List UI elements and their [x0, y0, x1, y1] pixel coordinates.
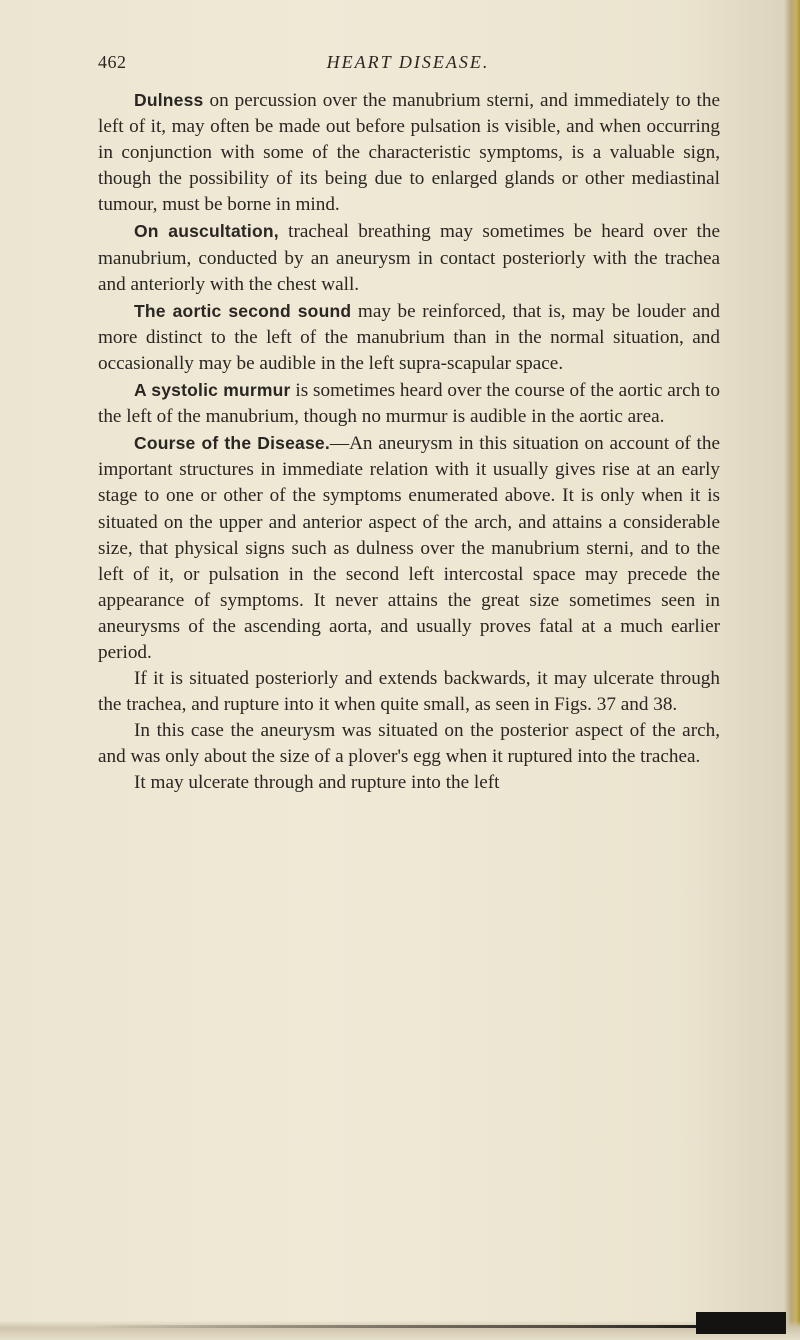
- paragraph-this-case: [98, 718, 720, 770]
- paragraph-auscultation: [98, 218, 720, 297]
- paragraph-text: may be reinforced, that is, may be louder and more distinct to the left of the manubrium than in the normal situation, and occasionally may be audible in the left supra-scapular space.: [98, 300, 720, 374]
- paragraph-lead: A systolic murmur: [134, 380, 291, 401]
- page-edge-shadow: [784, 0, 800, 1340]
- page-corner-block: [696, 1312, 786, 1334]
- paragraph-text: If it is situated posteriorly and extends backwards, it may ulcerate through the trachea, and rupture into it when quite small, as seen in Figs. 37 and 38.: [98, 668, 720, 716]
- page-header: [98, 52, 718, 78]
- paragraph-text: In this case the aneurysm was situated on the posterior aspect of the arch, and was only about the size of a plover's egg when it ruptured into the trachea.: [98, 720, 720, 768]
- paragraph-text: —An aneurysm in this situation on account of the important structures in immediate relation with it usually gives rise at an early stage to one or other of the symptoms enumerated above. It is only when it is situated on the upper and anterior aspect of the arch, and attains a considerable size, that physical signs such as dulness over the manubrium sterni, and to the left of it, or pulsation in the second left intercostal space may precede the appearance of symptoms. It never attains the great size sometimes seen in aneurysms of the ascending aorta, and usually proves fatal at a much earlier period.: [98, 433, 720, 663]
- paragraph-lead: Course of the Disease.: [134, 433, 330, 454]
- paragraph-text: on percussion over the manubrium sterni, and immediately to the left of it, may often be made out before pulsation is visible, and when occurring in conjunction with some of the characteristic symptoms, is a valuable sign, though the possibility of its being due to enlarged glands or other mediastinal tumour, must be borne in mind.: [98, 90, 720, 216]
- running-head: HEART DISEASE.: [326, 52, 490, 72]
- paragraph-text: It may ulcerate through and rupture into the left: [134, 772, 500, 794]
- page-number: 462: [98, 52, 127, 72]
- page-bottom-rule: [90, 1325, 710, 1328]
- paragraph-dulness: [98, 87, 720, 218]
- paragraph-text: is sometimes heard over the course of the aortic arch to the left of the manubrium, though no murmur is audible in the aortic area.: [98, 380, 720, 428]
- paragraph-course-of-disease: [98, 430, 720, 666]
- paragraph-text: tracheal breathing may sometimes be heard over the manubrium, conducted by an aneurysm in contact posteriorly with the trachea and anteriorly with the chest wall.: [98, 221, 720, 295]
- paragraph-ulcerate: [98, 770, 720, 796]
- paragraph-systolic-murmur: [98, 377, 720, 430]
- paragraph-posterior-extension: [98, 666, 720, 718]
- paragraph-lead: Dulness: [134, 90, 204, 110]
- body-text: [98, 87, 720, 797]
- paragraph-aortic-second-sound: [98, 298, 720, 377]
- paragraph-lead: On auscultation,: [134, 221, 279, 242]
- paragraph-lead: The aortic second sound: [134, 300, 352, 321]
